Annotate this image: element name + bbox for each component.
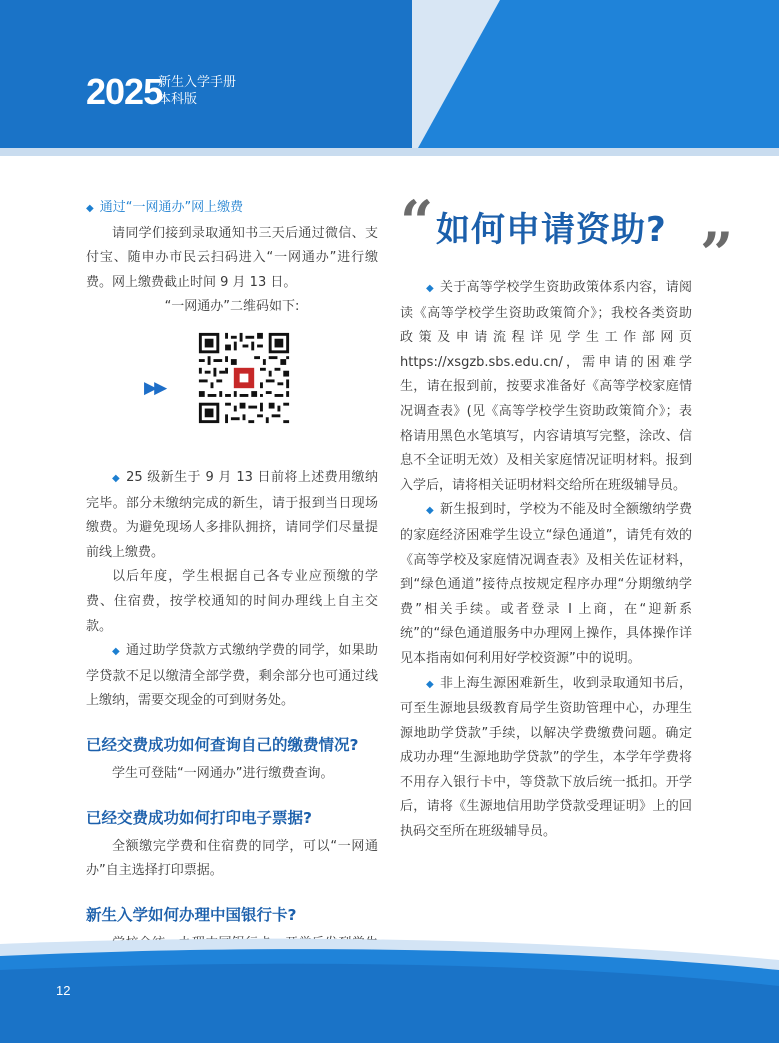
deadline-paragraph: ◆ 25 级新生于 9 月 13 日前将上述费用缴纳完毕。部分未缴纳完成的新生，请于报到当日现场缴费。为避免现场人多排队拥挤，请同学们尽量提前线上缴费。 (86, 469, 378, 560)
origin-loan-paragraph: ◆ 非上海生源困难新生，收到录取通知书后，可至生源地县级教育局学生资助管理中心，办理生源地助学贷款”手续，以解决学费缴费问题。确定成功办理“生源地助学贷款”的学生，本学年学费将不用存入银行卡中，等贷款下放后统一抵扣。开学后，请将《生源地信用助学贷款受理证明》上的回执码交至所在班级辅导员。 (400, 675, 692, 840)
double-arrow-icon: ▶▶ (144, 377, 165, 398)
handbook-title: 新生入学手册 (158, 75, 237, 90)
faq-bank-card-title: 新生入学如何办理中国银行卡? (86, 905, 297, 924)
aid-policy-paragraph: ◆ 关于高等学校学生资助政策体系内容，请阅读《高等学校学生资助政策简介》；我校各类资助政策及申请流程详见学生工作部网页 https://xsgzb.sbs.edu.cn/，需申请的困难学生，请在报到前，按要求准备好《高等学校家庭情况调查表》(见《高等学校学生资助政策简介》；表格请用黑色水笔填写，内容请填写完整，涂改、信息不全证明无效）及相关家庭情况证明材料。报到入学后，请将相关证明材料交给所在班级辅导员。 (400, 280, 692, 493)
left-column (86, 196, 378, 981)
page-number: 12 (56, 983, 71, 998)
footer-wave-graphic (0, 930, 779, 1043)
online-payment-text: 请同学们接到录取通知书三天后通过微信、支付宝、随申办市民云扫码进入“一网通办”进行缴费。网上缴费截止时间 9 月 13 日。 (86, 225, 378, 290)
diamond-bullet-icon: ◆ (112, 472, 121, 484)
handbook-subtitle (158, 74, 236, 108)
close-quote-icon: ” (700, 220, 734, 288)
diamond-bullet-icon: ◆ (426, 283, 434, 294)
green-channel-paragraph: ◆ 新生报到时，学校为不能及时全额缴纳学费的家庭经济困难学生设立“绿色通道”，请凭有效的《高等学校及家庭情况调查表》及相关佐证材料，到“绿色通道”接待点按规定程序办理“分期缴纳学费”相关手续。或者登录 I 上商，在“迎新系统”的“绿色通道服务中办理网上操作，具体操作详见本指南如何利用好学校资源”中的说明。 (400, 502, 692, 666)
student-loan-paragraph: ◆ 通过助学贷款方式缴纳学费的同学，如果助学贷款不足以缴清全部学费，剩余部分也可通过线上缴纳，需要交现金的可到财务处。 (86, 643, 378, 709)
handbook-year: 2025 (86, 71, 163, 112)
section-heading-online-payment: ◆ 通过“一网通办”网上缴费 (86, 200, 244, 215)
page-title: 如何申请资助? (436, 210, 667, 250)
diamond-bullet-icon: ◆ (86, 203, 94, 214)
page-footer (0, 930, 779, 1043)
page-header (0, 0, 779, 160)
faq-print-receipt-title: 已经交费成功如何打印电子票据? (86, 808, 312, 827)
diamond-bullet-icon: ◆ (426, 678, 434, 690)
later-years-paragraph: 以后年度，学生根据自己各专业应预缴的学费、住宿费，按学校通知的时间办理线上自主交款。 (86, 569, 378, 634)
qr-code-block (86, 328, 378, 456)
diamond-bullet-icon: ◆ (112, 646, 120, 658)
faq-print-receipt-answer: 全额缴完学费和住宿费的同学，可以“一网通办”自主选择打印票据。 (86, 838, 378, 879)
handbook-edition: 本科版 (158, 92, 198, 107)
qr-code-image (196, 330, 292, 426)
section-title-block (400, 188, 734, 288)
diamond-bullet-icon: ◆ (426, 505, 434, 517)
open-quote-icon: “ (400, 188, 434, 256)
faq-query-payment-answer: 学生可登陆“一网通办”进行缴费查询。 (112, 765, 334, 781)
faq-query-payment-title: 已经交费成功如何查询自己的缴费情况? (86, 735, 359, 754)
qr-caption: “一网通办”二维码如下: (164, 299, 300, 315)
right-column (400, 276, 692, 845)
